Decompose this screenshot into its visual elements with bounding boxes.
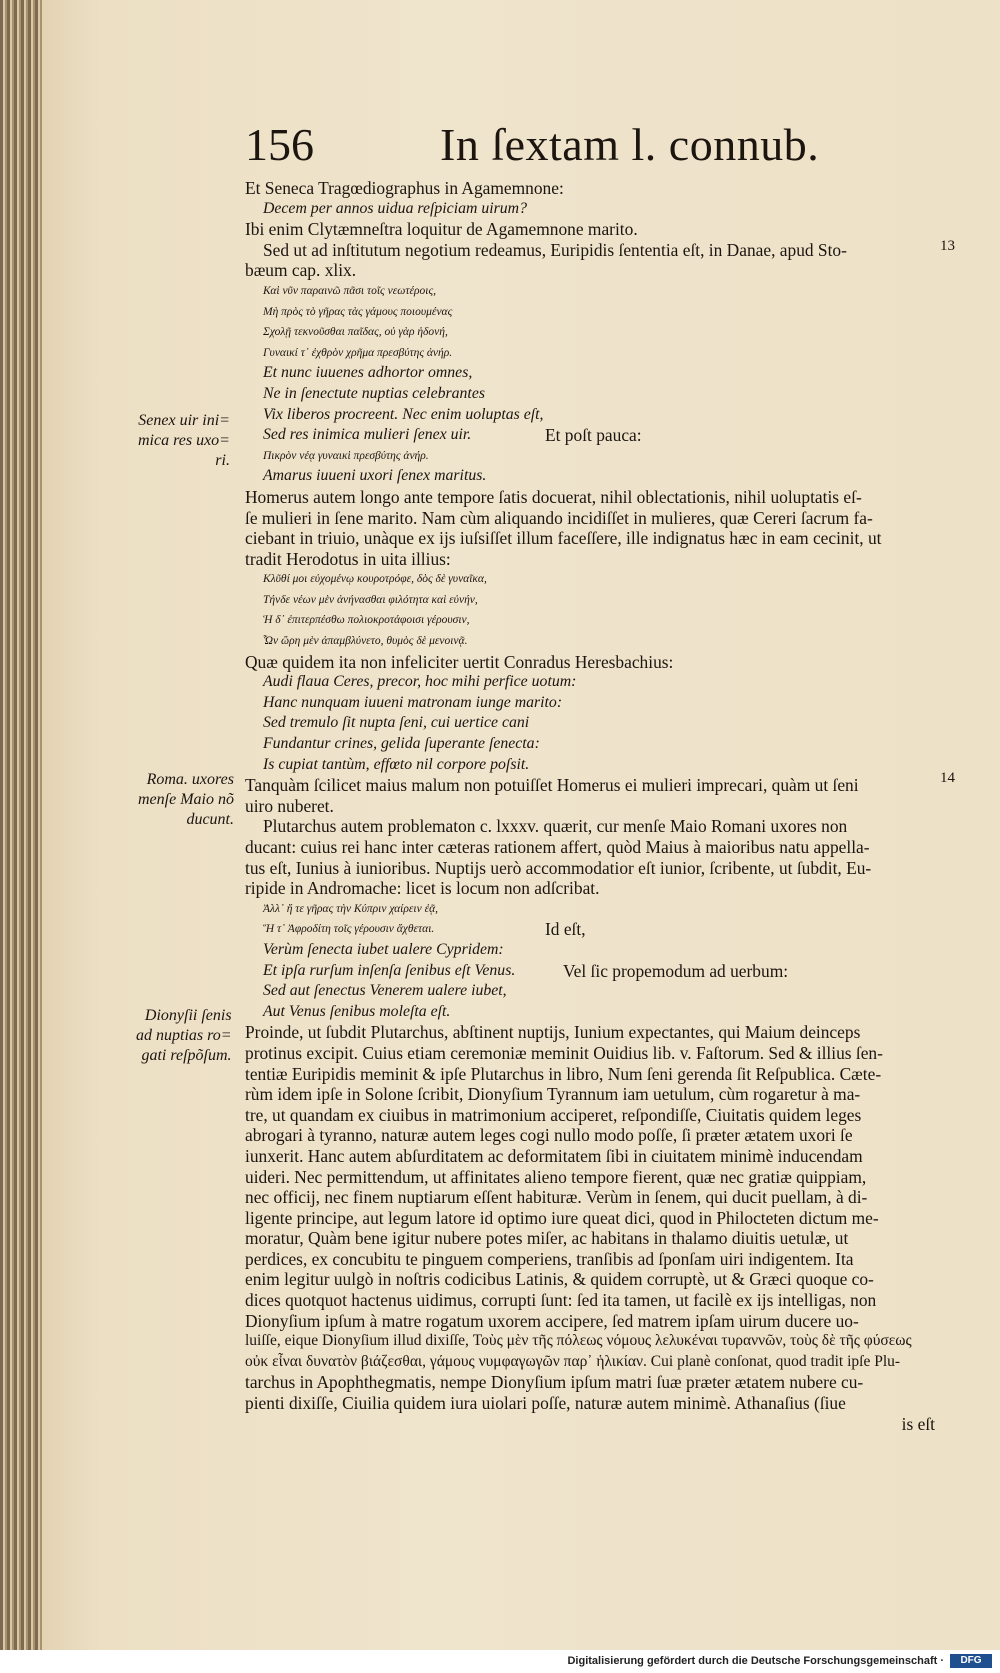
text-line: Proinde, ut ſubdit Plutarchus, abſtinent nuptijs, Iunium expectantes, qui Maium deinceps	[245, 1022, 861, 1043]
inline-et-post-pauca: Et poſt pauca:	[545, 425, 642, 446]
text-line: uiro nuberet.	[245, 795, 334, 816]
section-number-14: 14	[940, 770, 955, 786]
text-line: rùm idem ipſe in Solone ſcribit, Dionyſium Tyrannum iam uetulum, cùm rogaretur à ma‑	[245, 1084, 861, 1105]
text-line: tarchus in Apophthegmatis, nempe Dionyſium ipſum matri ſuæ præter ætatem nubere cu‑	[245, 1372, 864, 1393]
running-head: In ſextam l. connub.	[440, 119, 820, 170]
text-line: Homerus autem longo ante tempore ſatis docuerat, nihil oblectationis, nihil uoluptatis eſ‑	[245, 486, 862, 507]
text-line: ſe mulieri in ſene marito. Nam cùm aliquando incidiſſet in mulieres, quæ Cereri ſacrum fa‑	[245, 507, 873, 528]
text-line: Et Seneca Tragœdiographus in Agamemnone:	[245, 178, 564, 198]
verse-line: Ne in ſenectute nuptias celebrantes	[263, 384, 485, 402]
inline-vel-sic: Vel ſic propemodum ad uerbum:	[563, 960, 789, 981]
text-line: enim legitur uulgò in noſtris codicibus Latinis, & quidem corruptè, ut & Græci quoque co‑	[245, 1269, 874, 1290]
verse-line: Amarus iuueni uxori ſenex maritus.	[263, 467, 487, 485]
text-line: tentiæ Euripidis meminit & ipſe Plutarchus in libro, Num ſeni gerenda ſit Reſpublica. Cæte‑	[245, 1063, 882, 1084]
text-line: Sed ut ad inſtitutum negotium redeamus, Euripidis ſententia eſt, in Danae, apud Sto‑	[263, 239, 847, 260]
text-line: dices quotquot hactenus uidimus, corrupti ſunt: ſed ita tamen, ut facilè ex ijs intelligas, non	[245, 1290, 877, 1311]
verse-line: Hanc nunquam iuueni matronam iunge marito:	[263, 693, 563, 711]
verse-line: Vix liberos procreent. Nec enim uoluptas eſt,	[263, 405, 544, 423]
verse-line: Et nunc iuuenes adhortor omnes,	[263, 364, 473, 382]
text-line: perdices, ex concubitu te pinguem comperiens, tranſibis ad ſponſam uiri indigentem. Ita	[245, 1248, 854, 1269]
text-line: Tanquàm ſcilicet maius malum non potuiſſet Homerus ei mulieri imprecari, quàm ut ſeni	[245, 775, 859, 796]
section-number-13: 13	[940, 238, 955, 254]
greek-verse-line: Γυναικί τ᾽ ἐχθρὸν χρῆμα πρεσβύτης ἀνήρ.	[263, 346, 453, 359]
text-line: ripide in Andromache: licet is locum non adſcribat.	[245, 878, 600, 899]
verse-line: Is cupiat tantùm, effœto nil corpore poſsit.	[263, 755, 530, 773]
greek-verse-line: Καὶ νῦν παραινῶ πᾶσι τοῖς νεωτέροις,	[263, 284, 437, 297]
verse-line: Fundantur crines, gelida ſuperante ſenecta:	[263, 735, 540, 753]
text-line: moratur, Quàm bene igitur nubere potes miſer, ac habitans in thalamo diuitis uetulæ, ut	[245, 1228, 849, 1249]
text-line: nec officij, nec finem nuptiarum eſſent habituræ. Verùm in ſenem, qui ducit puellam, à di‑	[245, 1187, 868, 1208]
text-line: tradit Herodotus in uita illius:	[245, 548, 451, 569]
text-line: tus eſt, Iunius à iunioribus. Nuptijs uerò accommodatior eſt iunior, ſcribente, ut ſubdit, Eu‑	[245, 857, 872, 878]
greek-verse-line: Τήνδε νέων μὲν ἀνήνασθαι φιλότητα καὶ εὐνήν,	[263, 593, 478, 606]
greek-verse-line: Ἥ τ᾽ Ἀφροδίτη τοῖς γέρουσιν ἄχθεται. Id eſt,	[263, 919, 586, 940]
text-line: pienti dixiſſe, Ciuilia quidem iura uiolari poſſe, naturæ autem minimè. Athanaſius (ſiue	[245, 1393, 846, 1414]
text-line: iunxerit. Hanc autem abſurditatem ac deformitatem ſibi in ciuitatem minimè inducendam	[245, 1145, 863, 1166]
digitization-footer	[0, 1650, 1000, 1673]
greek-verse-line: Σχολῇ τεκνοῦσθαι παῖδας, οὐ γὰρ ἡδονή,	[263, 326, 448, 339]
verse-line: Aut Venus ſenibus moleſta eſt.	[263, 1002, 451, 1020]
text-line: tre, ut quandam ex ciuibus in matrimonium acciperet, reſpondiſſe, Ciuitatis quidem leges	[245, 1104, 862, 1125]
page-number: 156	[245, 119, 314, 170]
text-line: protinus excipit. Cuius etiam ceremoniæ meminit Ouidius lib. v. Faſtorum. Sed & illius ſen‑	[245, 1042, 883, 1063]
footer-text: Digitalisierung gefördert durch die Deutsche Forschungsgemeinschaft ·	[567, 1655, 944, 1667]
verse-line: Et ipſa rurſum inſenſa ſenibus eſt Venus. Vel ſic propemodum ad uerbum:	[263, 960, 789, 981]
greek-verse-line: Ὧν ὥρη μὲν ἀπαμβλύνετο, θυμὸς δὲ μενοινᾷ.	[263, 635, 468, 648]
text-line: uideri. Nec permittendum, ut affinitates alieno tempore fierent, quæ nec gratiæ quippiam,	[245, 1166, 867, 1187]
verse-line: Sed tremulo ſit nupta ſeni, cui uertice cani	[263, 714, 530, 732]
text-line: ligente principe, aut legum latore id optimo iure queat dici, quod in Philocteten dictum me‑	[245, 1207, 879, 1228]
margin-note-senex: Senex uir ini= mica res uxo= ri.	[138, 412, 230, 469]
text-line: ciebant in triuio, unàque ex ijs iuſsiſſet illum faceſſere, ille indignatus hæc in eam cecinit, ut	[245, 528, 882, 549]
greek-verse-line: Κλῦθί μοι εὐχομένῳ κουροτρόφε, δὸς δὲ γυναῖκα,	[263, 573, 487, 586]
margin-note-dionysii: Dionyſii ſenis ad nuptias ro= gati reſpõſum.	[136, 1007, 232, 1064]
main-text	[245, 178, 935, 1434]
text-line: bæum cap. xlix.	[245, 260, 357, 281]
dfg-logo: DFG	[950, 1654, 992, 1668]
catchword: is eſt	[901, 1413, 935, 1434]
book-gutter	[0, 0, 42, 1650]
greek-verse-line: Πικρὸν νέᾳ γυναικὶ πρεσβύτης ἀνήρ.	[263, 449, 429, 462]
text-line: Ibi enim Clytæmneſtra loquitur de Agamemnone marito.	[245, 219, 638, 240]
inline-id-est: Id eſt,	[545, 919, 586, 940]
verse-line: Sed aut ſenectus Venerem ualere iubet,	[263, 982, 507, 1000]
text-line: ducant: cuius rei hanc inter cæteras rationem affert, quòd Maius à maioribus natu appella‑	[245, 837, 870, 857]
greek-verse-line: Ἀλλ᾽ ἥ τε γῆρας τὴν Κύπριν χαίρειν ἐᾷ,	[263, 902, 439, 915]
text-line: luiſſe, eique Dionyſium illud dixiſſe, Τοὺς μὲν τῆς πόλεως νόμους λελυκέναι τυραννῶν, τοὺς δὲ τῆς φύσεως	[245, 1332, 912, 1350]
margin-note-roma: Roma. uxores menſe Maio nõ ducunt.	[138, 771, 234, 828]
verse-line: Sed res inimica mulieri ſenex uir. Et poſt pauca:	[263, 425, 642, 446]
text-line: abrogari à tyranno, naturæ autem leges cogi nullo modo poſſe, ſi præter ætatem uxori ſe	[245, 1125, 853, 1146]
greek-verse-line: Μὴ πρὸς τὸ γῆρας τὰς γάμους ποιουμένας	[263, 305, 453, 318]
greek-verse-line: Ἡ δ᾽ ἐπιτερπέσθω πολιοκροτάφοισι γέρουσιν,	[263, 614, 470, 627]
verse-line: Audi flaua Ceres, precor, hoc mihi perfice uotum:	[263, 673, 577, 691]
text-line: οὐκ εἶναι δυνατὸν βιάζεσθαι, γάμους νυμφαγωγῶν παρ᾽ ἡλικίαν. Cui planè conſonat, quod tradit ipſe Plu‑	[245, 1352, 901, 1370]
verse-line: Decem per annos uidua reſpiciam uirum?	[263, 199, 527, 217]
verse-line: Verùm ſenecta iubet ualere Cypridem:	[263, 940, 504, 958]
text-line: Dionyſium ipſum à matre rogatum uxorem accipere, ſed matrem ipſam uirum ducere uo‑	[245, 1310, 859, 1331]
text-line: Plutarchus autem problematon c. lxxxv. quærit, cur menſe Maio Romani uxores non	[263, 816, 848, 837]
text-line: Quæ quidem ita non infeliciter uertit Conradus Heresbachius:	[245, 651, 674, 672]
